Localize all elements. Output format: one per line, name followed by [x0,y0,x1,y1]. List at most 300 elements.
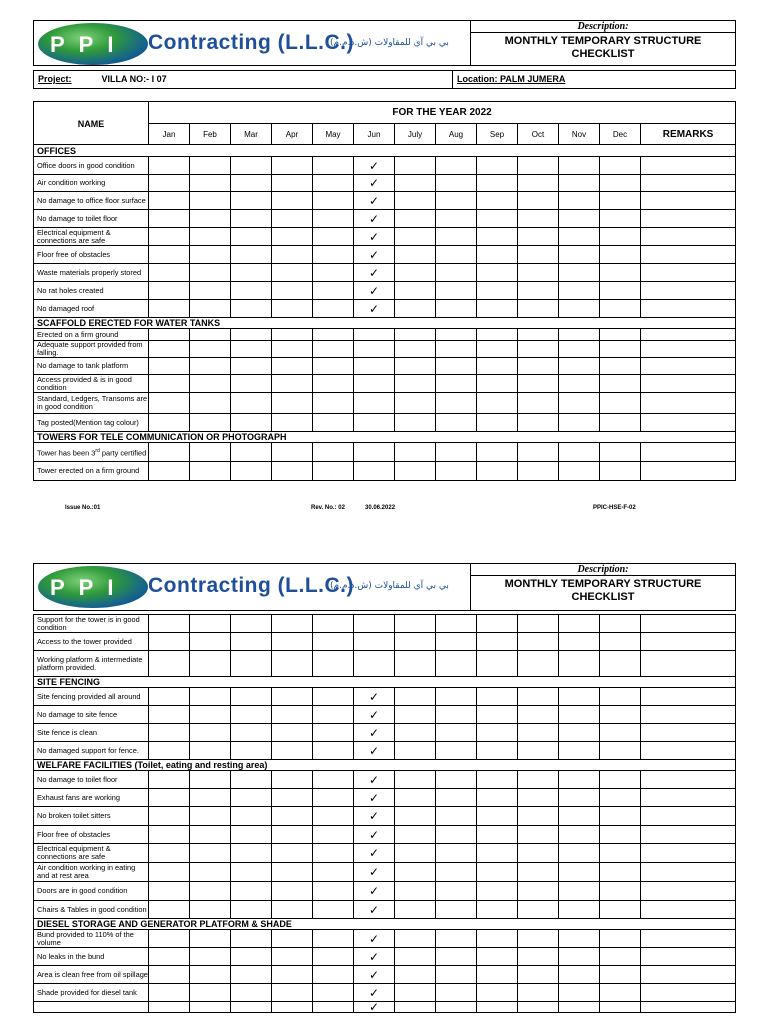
month-cell-feb[interactable] [190,329,231,341]
month-cell-apr[interactable] [272,789,313,807]
month-cell-mar[interactable] [231,375,272,393]
remarks-cell[interactable] [641,341,736,358]
month-cell-sep[interactable] [477,341,518,358]
month-cell-mar[interactable] [231,393,272,414]
month-cell-nov[interactable] [559,844,600,863]
month-cell-feb[interactable] [190,175,231,192]
month-cell-july[interactable] [395,192,436,210]
month-cell-mar[interactable] [231,771,272,789]
month-cell-nov[interactable] [559,228,600,246]
month-cell-apr[interactable] [272,633,313,651]
month-cell-jan[interactable] [149,826,190,844]
month-cell-apr[interactable] [272,358,313,375]
month-cell-mar[interactable] [231,948,272,966]
month-cell-jun[interactable] [354,282,395,300]
month-cell-aug[interactable] [436,966,477,984]
month-cell-nov[interactable] [559,375,600,393]
month-cell-dec[interactable] [600,358,641,375]
month-cell-july[interactable] [395,246,436,264]
month-cell-dec[interactable] [600,651,641,677]
month-cell-mar[interactable] [231,789,272,807]
month-cell-july[interactable] [395,1002,436,1013]
month-cell-feb[interactable] [190,724,231,742]
month-cell-jan[interactable] [149,175,190,192]
month-cell-jun[interactable] [354,789,395,807]
month-cell-mar[interactable] [231,742,272,760]
month-cell-dec[interactable] [600,264,641,282]
month-cell-may[interactable] [313,228,354,246]
month-cell-aug[interactable] [436,1002,477,1013]
month-cell-dec[interactable] [600,1002,641,1013]
month-cell-sep[interactable] [477,901,518,919]
month-cell-aug[interactable] [436,375,477,393]
month-cell-aug[interactable] [436,742,477,760]
month-cell-feb[interactable] [190,688,231,706]
month-cell-jan[interactable] [149,300,190,318]
month-cell-oct[interactable] [518,341,559,358]
month-cell-apr[interactable] [272,771,313,789]
month-cell-july[interactable] [395,282,436,300]
month-cell-apr[interactable] [272,651,313,677]
month-cell-feb[interactable] [190,300,231,318]
month-cell-may[interactable] [313,615,354,633]
remarks-cell[interactable] [641,175,736,192]
month-cell-oct[interactable] [518,329,559,341]
month-cell-sep[interactable] [477,210,518,228]
month-cell-jan[interactable] [149,771,190,789]
month-cell-jan[interactable] [149,633,190,651]
month-cell-apr[interactable] [272,210,313,228]
month-cell-dec[interactable] [600,341,641,358]
month-cell-apr[interactable] [272,264,313,282]
month-cell-apr[interactable] [272,688,313,706]
month-cell-oct[interactable] [518,246,559,264]
month-cell-may[interactable] [313,358,354,375]
month-cell-jun[interactable] [354,882,395,901]
month-cell-feb[interactable] [190,863,231,882]
month-cell-may[interactable] [313,688,354,706]
month-cell-nov[interactable] [559,706,600,724]
month-cell-aug[interactable] [436,948,477,966]
month-cell-may[interactable] [313,633,354,651]
month-cell-jan[interactable] [149,651,190,677]
month-cell-sep[interactable] [477,264,518,282]
month-cell-july[interactable] [395,157,436,175]
month-cell-oct[interactable] [518,789,559,807]
month-cell-oct[interactable] [518,966,559,984]
remarks-cell[interactable] [641,157,736,175]
month-cell-nov[interactable] [559,264,600,282]
remarks-cell[interactable] [641,462,736,481]
month-cell-mar[interactable] [231,826,272,844]
month-cell-nov[interactable] [559,633,600,651]
month-cell-nov[interactable] [559,771,600,789]
month-cell-nov[interactable] [559,615,600,633]
month-cell-dec[interactable] [600,246,641,264]
month-cell-jan[interactable] [149,688,190,706]
remarks-cell[interactable] [641,358,736,375]
remarks-cell[interactable] [641,688,736,706]
month-cell-oct[interactable] [518,228,559,246]
month-cell-may[interactable] [313,264,354,282]
month-cell-dec[interactable] [600,375,641,393]
month-cell-dec[interactable] [600,826,641,844]
month-cell-jan[interactable] [149,329,190,341]
month-cell-jun[interactable] [354,1002,395,1013]
month-cell-dec[interactable] [600,984,641,1002]
month-cell-jan[interactable] [149,724,190,742]
month-cell-mar[interactable] [231,210,272,228]
remarks-cell[interactable] [641,807,736,826]
month-cell-may[interactable] [313,930,354,948]
month-cell-jan[interactable] [149,462,190,481]
remarks-cell[interactable] [641,264,736,282]
remarks-cell[interactable] [641,984,736,1002]
month-cell-jan[interactable] [149,966,190,984]
month-cell-oct[interactable] [518,393,559,414]
month-cell-apr[interactable] [272,844,313,863]
month-cell-apr[interactable] [272,1002,313,1013]
month-cell-sep[interactable] [477,930,518,948]
month-cell-mar[interactable] [231,264,272,282]
month-cell-apr[interactable] [272,329,313,341]
month-cell-nov[interactable] [559,246,600,264]
month-cell-jan[interactable] [149,282,190,300]
month-cell-dec[interactable] [600,329,641,341]
month-cell-jan[interactable] [149,706,190,724]
month-cell-may[interactable] [313,393,354,414]
month-cell-july[interactable] [395,930,436,948]
month-cell-feb[interactable] [190,615,231,633]
month-cell-july[interactable] [395,948,436,966]
remarks-cell[interactable] [641,633,736,651]
month-cell-oct[interactable] [518,264,559,282]
month-cell-oct[interactable] [518,688,559,706]
remarks-cell[interactable] [641,210,736,228]
remarks-cell[interactable] [641,789,736,807]
month-cell-july[interactable] [395,724,436,742]
month-cell-dec[interactable] [600,443,641,462]
month-cell-jun[interactable] [354,930,395,948]
month-cell-apr[interactable] [272,157,313,175]
month-cell-aug[interactable] [436,901,477,919]
month-cell-aug[interactable] [436,300,477,318]
month-cell-jun[interactable] [354,807,395,826]
month-cell-apr[interactable] [272,966,313,984]
month-cell-nov[interactable] [559,966,600,984]
month-cell-july[interactable] [395,414,436,432]
month-cell-mar[interactable] [231,192,272,210]
month-cell-jan[interactable] [149,901,190,919]
month-cell-aug[interactable] [436,706,477,724]
month-cell-jun[interactable] [354,724,395,742]
month-cell-mar[interactable] [231,966,272,984]
month-cell-dec[interactable] [600,282,641,300]
month-cell-apr[interactable] [272,724,313,742]
month-cell-jun[interactable] [354,651,395,677]
month-cell-dec[interactable] [600,966,641,984]
month-cell-jan[interactable] [149,844,190,863]
month-cell-jan[interactable] [149,882,190,901]
month-cell-mar[interactable] [231,1002,272,1013]
month-cell-mar[interactable] [231,651,272,677]
month-cell-feb[interactable] [190,930,231,948]
month-cell-nov[interactable] [559,329,600,341]
month-cell-jan[interactable] [149,192,190,210]
month-cell-aug[interactable] [436,633,477,651]
month-cell-apr[interactable] [272,826,313,844]
month-cell-may[interactable] [313,651,354,677]
remarks-cell[interactable] [641,724,736,742]
month-cell-may[interactable] [313,901,354,919]
month-cell-dec[interactable] [600,863,641,882]
remarks-cell[interactable] [641,1002,736,1013]
month-cell-jun[interactable] [354,358,395,375]
month-cell-jan[interactable] [149,414,190,432]
month-cell-aug[interactable] [436,984,477,1002]
month-cell-dec[interactable] [600,771,641,789]
remarks-cell[interactable] [641,826,736,844]
month-cell-jun[interactable] [354,462,395,481]
month-cell-nov[interactable] [559,443,600,462]
month-cell-dec[interactable] [600,393,641,414]
month-cell-oct[interactable] [518,300,559,318]
month-cell-jun[interactable] [354,246,395,264]
month-cell-may[interactable] [313,175,354,192]
month-cell-may[interactable] [313,414,354,432]
remarks-cell[interactable] [641,615,736,633]
month-cell-apr[interactable] [272,742,313,760]
month-cell-oct[interactable] [518,192,559,210]
month-cell-july[interactable] [395,966,436,984]
month-cell-sep[interactable] [477,966,518,984]
remarks-cell[interactable] [641,882,736,901]
month-cell-dec[interactable] [600,633,641,651]
month-cell-oct[interactable] [518,882,559,901]
month-cell-may[interactable] [313,329,354,341]
month-cell-nov[interactable] [559,724,600,742]
month-cell-may[interactable] [313,282,354,300]
month-cell-jun[interactable] [354,414,395,432]
month-cell-may[interactable] [313,771,354,789]
month-cell-dec[interactable] [600,930,641,948]
month-cell-sep[interactable] [477,246,518,264]
month-cell-feb[interactable] [190,948,231,966]
month-cell-oct[interactable] [518,930,559,948]
month-cell-apr[interactable] [272,882,313,901]
month-cell-july[interactable] [395,984,436,1002]
month-cell-jun[interactable] [354,948,395,966]
month-cell-nov[interactable] [559,807,600,826]
month-cell-dec[interactable] [600,948,641,966]
month-cell-jun[interactable] [354,264,395,282]
month-cell-oct[interactable] [518,901,559,919]
month-cell-nov[interactable] [559,282,600,300]
remarks-cell[interactable] [641,393,736,414]
remarks-cell[interactable] [641,228,736,246]
month-cell-feb[interactable] [190,706,231,724]
month-cell-sep[interactable] [477,300,518,318]
month-cell-sep[interactable] [477,414,518,432]
month-cell-jan[interactable] [149,789,190,807]
month-cell-july[interactable] [395,742,436,760]
month-cell-mar[interactable] [231,863,272,882]
month-cell-sep[interactable] [477,175,518,192]
month-cell-dec[interactable] [600,742,641,760]
month-cell-jan[interactable] [149,615,190,633]
month-cell-aug[interactable] [436,282,477,300]
month-cell-feb[interactable] [190,375,231,393]
month-cell-oct[interactable] [518,358,559,375]
month-cell-jan[interactable] [149,210,190,228]
month-cell-july[interactable] [395,844,436,863]
month-cell-dec[interactable] [600,901,641,919]
month-cell-jun[interactable] [354,375,395,393]
month-cell-jun[interactable] [354,329,395,341]
month-cell-may[interactable] [313,462,354,481]
month-cell-nov[interactable] [559,210,600,228]
month-cell-apr[interactable] [272,984,313,1002]
month-cell-jun[interactable] [354,393,395,414]
month-cell-oct[interactable] [518,724,559,742]
month-cell-dec[interactable] [600,882,641,901]
month-cell-sep[interactable] [477,462,518,481]
month-cell-feb[interactable] [190,742,231,760]
month-cell-may[interactable] [313,1002,354,1013]
month-cell-aug[interactable] [436,341,477,358]
month-cell-mar[interactable] [231,724,272,742]
month-cell-oct[interactable] [518,984,559,1002]
month-cell-apr[interactable] [272,930,313,948]
month-cell-jan[interactable] [149,742,190,760]
month-cell-jan[interactable] [149,863,190,882]
month-cell-dec[interactable] [600,157,641,175]
month-cell-jun[interactable] [354,771,395,789]
month-cell-feb[interactable] [190,282,231,300]
month-cell-jun[interactable] [354,341,395,358]
month-cell-nov[interactable] [559,948,600,966]
remarks-cell[interactable] [641,192,736,210]
month-cell-dec[interactable] [600,706,641,724]
remarks-cell[interactable] [641,651,736,677]
month-cell-oct[interactable] [518,443,559,462]
month-cell-july[interactable] [395,651,436,677]
month-cell-jan[interactable] [149,1002,190,1013]
month-cell-dec[interactable] [600,615,641,633]
month-cell-feb[interactable] [190,264,231,282]
month-cell-jan[interactable] [149,807,190,826]
month-cell-apr[interactable] [272,615,313,633]
month-cell-mar[interactable] [231,300,272,318]
month-cell-nov[interactable] [559,930,600,948]
month-cell-nov[interactable] [559,1002,600,1013]
month-cell-feb[interactable] [190,157,231,175]
remarks-cell[interactable] [641,443,736,462]
remarks-cell[interactable] [641,771,736,789]
remarks-cell[interactable] [641,863,736,882]
month-cell-nov[interactable] [559,175,600,192]
month-cell-oct[interactable] [518,462,559,481]
month-cell-dec[interactable] [600,807,641,826]
month-cell-mar[interactable] [231,175,272,192]
month-cell-july[interactable] [395,688,436,706]
month-cell-july[interactable] [395,807,436,826]
month-cell-nov[interactable] [559,651,600,677]
month-cell-mar[interactable] [231,706,272,724]
month-cell-july[interactable] [395,341,436,358]
month-cell-sep[interactable] [477,393,518,414]
month-cell-feb[interactable] [190,771,231,789]
month-cell-july[interactable] [395,228,436,246]
month-cell-sep[interactable] [477,1002,518,1013]
month-cell-feb[interactable] [190,228,231,246]
month-cell-aug[interactable] [436,863,477,882]
month-cell-oct[interactable] [518,175,559,192]
month-cell-jun[interactable] [354,966,395,984]
month-cell-aug[interactable] [436,826,477,844]
month-cell-oct[interactable] [518,1002,559,1013]
month-cell-may[interactable] [313,882,354,901]
month-cell-apr[interactable] [272,807,313,826]
remarks-cell[interactable] [641,966,736,984]
month-cell-oct[interactable] [518,742,559,760]
month-cell-oct[interactable] [518,807,559,826]
month-cell-sep[interactable] [477,192,518,210]
remarks-cell[interactable] [641,414,736,432]
month-cell-aug[interactable] [436,246,477,264]
month-cell-mar[interactable] [231,984,272,1002]
month-cell-july[interactable] [395,393,436,414]
month-cell-nov[interactable] [559,984,600,1002]
month-cell-july[interactable] [395,358,436,375]
month-cell-aug[interactable] [436,192,477,210]
month-cell-feb[interactable] [190,414,231,432]
month-cell-mar[interactable] [231,901,272,919]
month-cell-mar[interactable] [231,443,272,462]
remarks-cell[interactable] [641,329,736,341]
month-cell-nov[interactable] [559,300,600,318]
month-cell-jun[interactable] [354,901,395,919]
month-cell-apr[interactable] [272,192,313,210]
month-cell-july[interactable] [395,826,436,844]
month-cell-apr[interactable] [272,706,313,724]
month-cell-sep[interactable] [477,157,518,175]
month-cell-jun[interactable] [354,175,395,192]
month-cell-apr[interactable] [272,228,313,246]
remarks-cell[interactable] [641,300,736,318]
month-cell-jun[interactable] [354,615,395,633]
month-cell-aug[interactable] [436,724,477,742]
month-cell-nov[interactable] [559,462,600,481]
month-cell-aug[interactable] [436,882,477,901]
remarks-cell[interactable] [641,930,736,948]
month-cell-sep[interactable] [477,771,518,789]
month-cell-mar[interactable] [231,462,272,481]
month-cell-dec[interactable] [600,688,641,706]
month-cell-dec[interactable] [600,228,641,246]
month-cell-sep[interactable] [477,882,518,901]
month-cell-feb[interactable] [190,393,231,414]
month-cell-aug[interactable] [436,393,477,414]
month-cell-sep[interactable] [477,282,518,300]
month-cell-july[interactable] [395,210,436,228]
month-cell-may[interactable] [313,300,354,318]
month-cell-dec[interactable] [600,844,641,863]
month-cell-jun[interactable] [354,633,395,651]
month-cell-jun[interactable] [354,863,395,882]
month-cell-feb[interactable] [190,651,231,677]
month-cell-sep[interactable] [477,807,518,826]
